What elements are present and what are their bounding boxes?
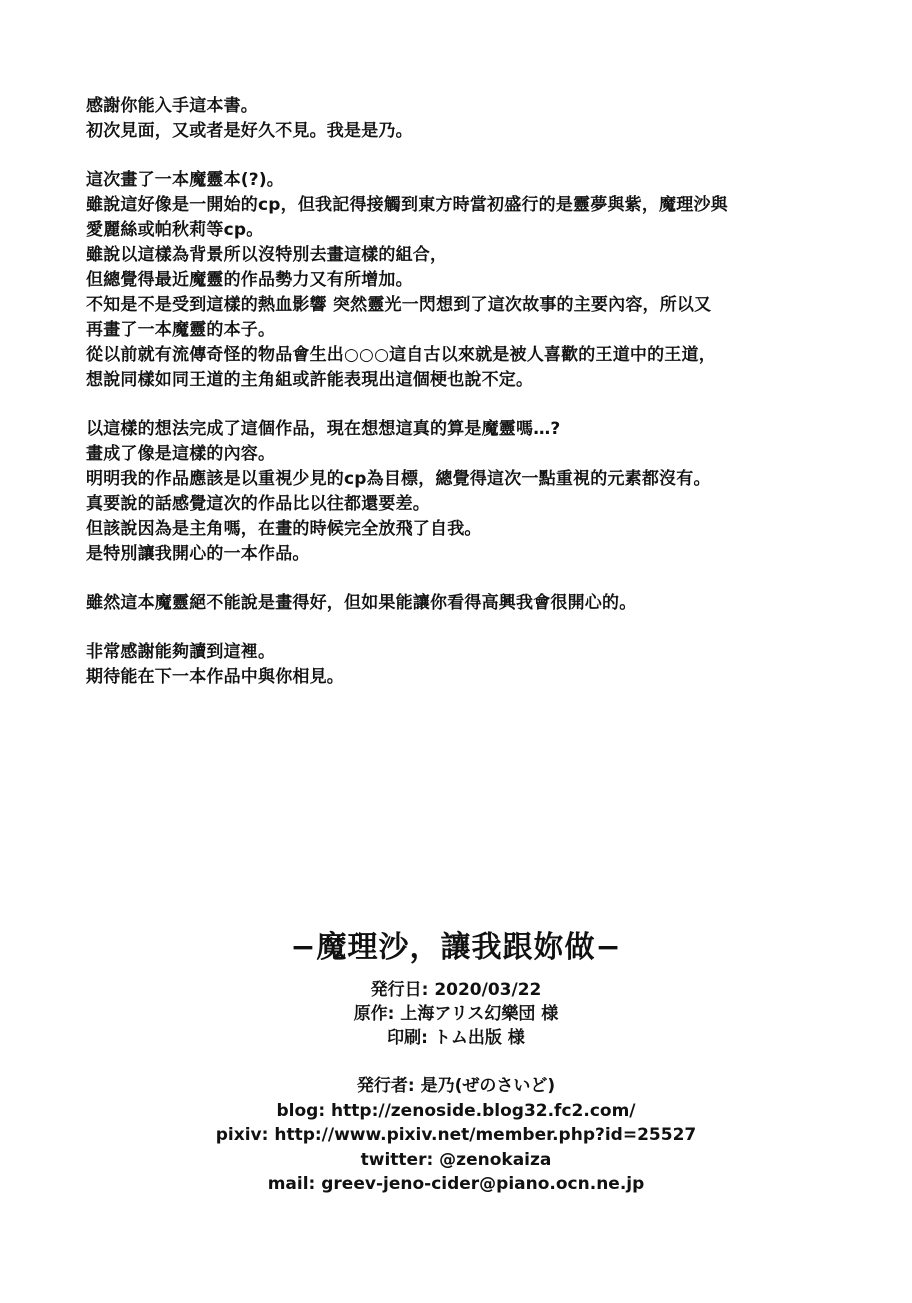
text-line: 明明我的作品應該是以重視少見的cp為目標，總覺得這次一點重視的元素都沒有。: [86, 469, 711, 489]
blog-link: blog: http://zenoside.blog32.fc2.com/: [276, 1100, 636, 1121]
text-line: 以這樣的想法完成了這個作品，現在想想這真的算是魔靈嗎…?: [86, 419, 561, 439]
text-line: 想說同樣如同王道的主角組或許能表現出這個梗也說不定。: [86, 370, 534, 390]
afterword-paragraph-2: [86, 168, 846, 393]
text-line: 期待能在下一本作品中與你相見。: [86, 667, 344, 687]
twitter-handle: twitter: @zenokaiza: [360, 1149, 552, 1170]
afterword-paragraph-3: [86, 417, 846, 567]
text-line: 這次畫了一本魔靈本(?)。: [86, 170, 284, 190]
pixiv-link: pixiv: http://www.pixiv.net/member.php?id=25527: [215, 1125, 697, 1145]
publisher: 発行者: 是乃(ぜのさいど): [356, 1076, 556, 1096]
text-line: 非常感謝能夠讀到這裡。: [86, 642, 276, 662]
publish-date: 発行日: 2020/03/22: [370, 980, 542, 1000]
printer: 印刷: トム出版 様: [387, 1028, 525, 1048]
afterword-paragraph-4: [86, 591, 846, 616]
text-line: 但該說因為是主角嗎，在畫的時候完全放飛了自我。: [86, 519, 482, 539]
text-line: 雖說這好像是一開始的cp，但我記得接觸到東方時當初盛行的是靈夢與紫，魔理沙與: [86, 195, 728, 215]
text-line: 雖然這本魔靈絕不能說是畫得好，但如果能讓你看得高興我會很開心的。: [86, 593, 637, 613]
colophon: [0, 928, 912, 1197]
original-work: 原作: 上海アリス幻樂団 様: [353, 1004, 559, 1024]
afterword-text: [86, 94, 846, 714]
text-line: 感謝你能入手這本書。: [86, 96, 258, 116]
text-line: 再畫了一本魔靈的本子。: [86, 320, 276, 340]
afterword-paragraph-1: [86, 94, 846, 144]
text-line: 雖說以這樣為背景所以沒特別去畫這樣的組合，: [86, 245, 448, 265]
text-line: 畫成了像是這樣的內容。: [86, 444, 276, 464]
mail-address: mail: greev-jeno-cider@piano.ocn.ne.jp: [267, 1174, 645, 1194]
text-line: 不知是不是受到這樣的熱血影響 突然靈光一閃想到了這次故事的主要內容，所以又: [86, 295, 712, 315]
text-line: 愛麗絲或帕秋莉等cp。: [86, 220, 264, 240]
text-line: 從以前就有流傳奇怪的物品會生出○○○這自古以來就是被人喜歡的王道中的王道，: [86, 345, 716, 365]
book-title: −魔理沙，讓我跟妳做−: [290, 930, 622, 965]
contact-info: [0, 1074, 912, 1197]
text-line: 初次見面，又或者是好久不見。我是是乃。: [86, 121, 413, 141]
text-line: 但總覺得最近魔靈的作品勢力又有所增加。: [86, 270, 413, 290]
text-line: 真要說的話感覺這次的作品比以往都還要差。: [86, 494, 430, 514]
text-line: 是特別讓我開心的一本作品。: [86, 544, 310, 564]
afterword-paragraph-5: [86, 640, 846, 690]
